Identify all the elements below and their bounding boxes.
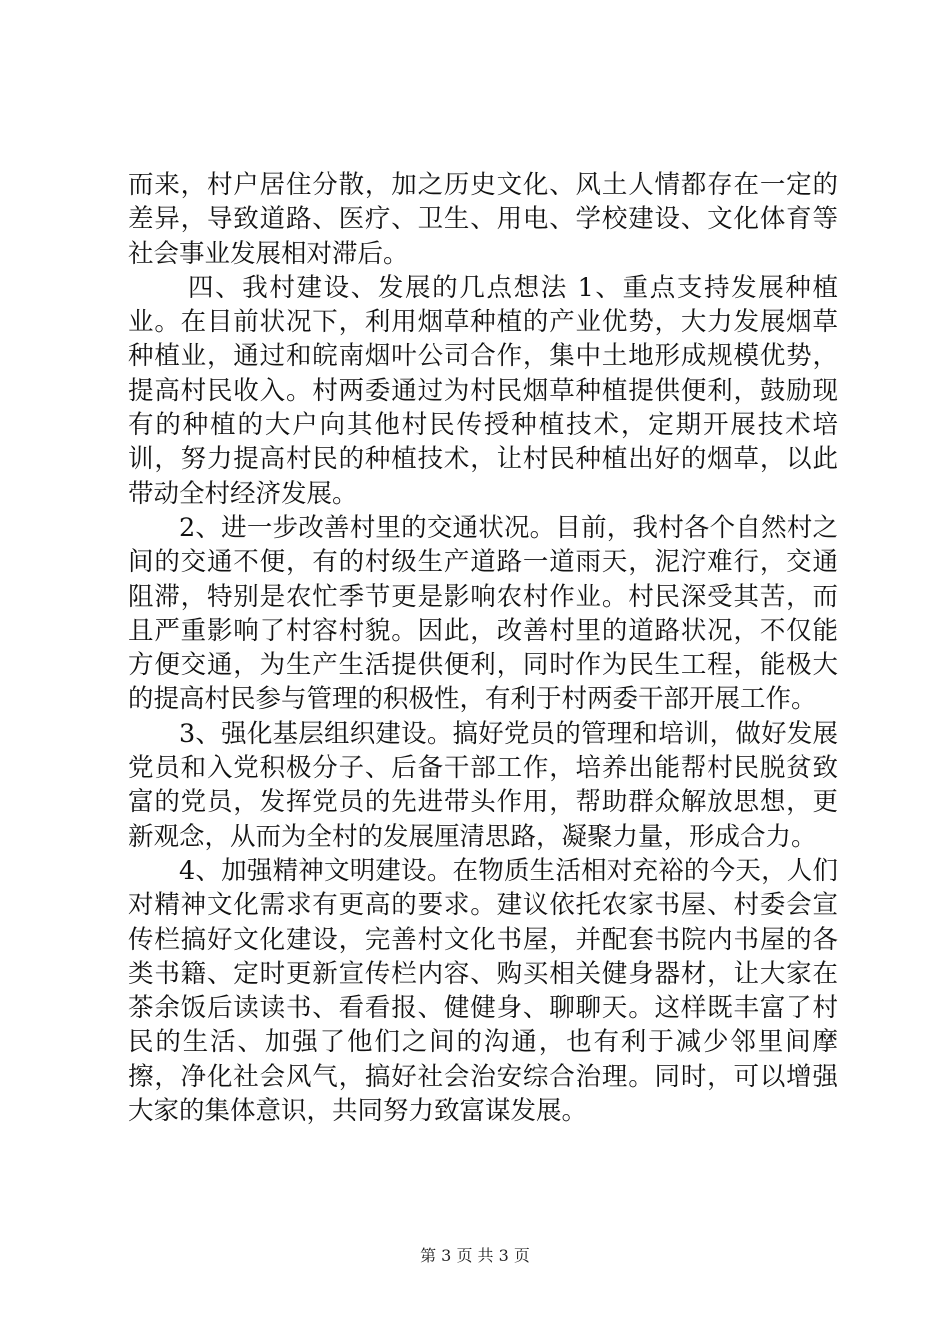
paragraph-item-4: 4、加强精神文明建设。在物质生活相对充裕的今天，人们对精神文化需求有更高的要求。建议依托农家书屋、村委会宣传栏搞好文化建设，完善村文化书屋，并配套书院内书屋的各类书籍、定时更新宣传栏内容、购买相关健身器材，让大家在茶余饭后读读书、看看报、健健身、聊聊天。这样既丰富了村民的生活、加强了他们之间的沟通，也有利于减少邻里间摩擦，净化社会风气，搞好社会治安综合治理。同时，可以增强大家的集体意识，共同努力致富谋发展。 [128,855,838,1127]
page-number-footer: 第 3 页 共 3 页 [420,1246,530,1265]
paragraph-item-3: 3、强化基层组织建设。搞好党员的管理和培训，做好发展党员和入党积极分子、后备干部工作，培养出能帮村民脱贫致富的党员，发挥党员的先进带头作用，帮助群众解放思想，更新观念，从而为全村的发展厘清思路，凝聚力量，形成合力。 [128,718,838,852]
document-body [128,168,838,1128]
paragraph-section-four: 四、我村建设、发展的几点想法 1、重点支持发展种植业。在目前状况下，利用烟草种植的产业优势，大力发展烟草种植业，通过和皖南烟叶公司合作，集中土地形成规模优势，提高村民收入。村两委通过为村民烟草种植提供便利，鼓励现有的种植的大户向其他村民传授种植技术，定期开展技术培训，努力提高村民的种植技术，让村民种植出好的烟草，以此带动全村经济发展。 [128,272,838,509]
paragraph-continuation: 而来，村户居住分散，加之历史文化、风土人情都存在一定的差异，导致道路、医疗、卫生、用电、学校建设、文化体育等社会事业发展相对滞后。 [128,170,838,269]
paragraph-item-2: 2、进一步改善村里的交通状况。目前，我村各个自然村之间的交通不便，有的村级生产道路一道雨天，泥泞难行，交通阻滞，特别是农忙季节更是影响农村作业。村民深受其苦，而且严重影响了村容村貌。因此，改善村里的道路状况，不仅能方便交通，为生产生活提供便利，同时作为民生工程，能极大的提高村民参与管理的积极性，有利于村两委干部开展工作。 [128,512,838,715]
